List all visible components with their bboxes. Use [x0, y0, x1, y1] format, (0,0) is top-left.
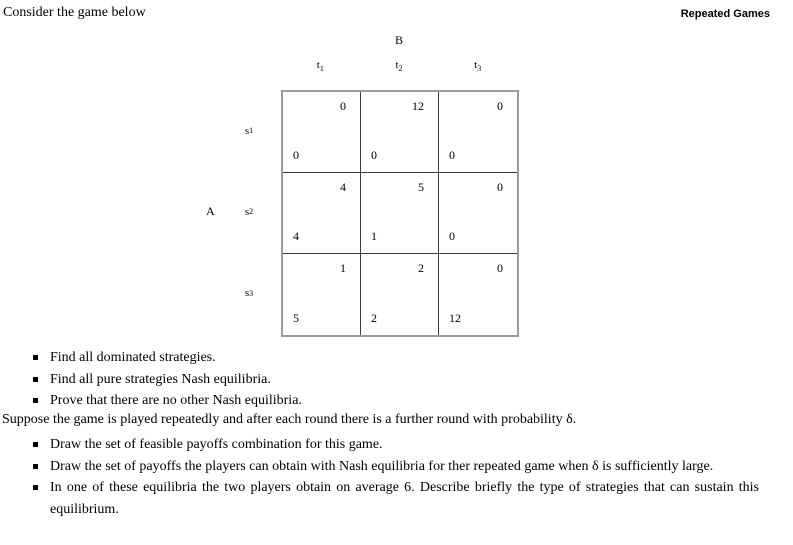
task-text: Find all pure strategies Nash equilibria.: [50, 371, 271, 387]
row-label-s3: [234, 253, 264, 334]
corner-label: Repeated Games: [680, 8, 770, 20]
column-labels: [281, 59, 517, 73]
col-label-t3: [438, 59, 517, 73]
col-label-sub: 2: [398, 64, 403, 74]
bullet-icon: [33, 355, 38, 360]
task-text: Draw the set of feasible payoffs combination for this game.: [50, 437, 383, 452]
task-item: [0, 347, 793, 369]
col-label-base: t: [395, 59, 399, 71]
payoff-cell-s1-t3: [439, 92, 517, 173]
row-label-base: s: [244, 287, 250, 300]
payoff-cell-s2-t3: [439, 173, 517, 254]
task-text: Draw the set of payoffs the players can obtain with Nash equilibria for ther repeated game when δ is sufficiently large.: [50, 458, 714, 474]
row-label-base: s: [244, 124, 250, 137]
payoff-cell-s1-t2: [361, 92, 439, 173]
bullet-icon: [33, 464, 38, 469]
task-item: [0, 390, 793, 412]
payoff-cell-s3-t1: [283, 254, 361, 335]
task-item: [0, 369, 793, 391]
bullet-icon: [33, 442, 38, 447]
payoff-a: 2: [371, 311, 377, 325]
col-label-t2: [360, 59, 439, 73]
col-player-label: B: [394, 33, 403, 47]
payoff-b: 0: [497, 180, 503, 194]
payoff-b: 5: [418, 180, 424, 194]
bullet-icon: [33, 377, 38, 382]
task-item: [0, 434, 793, 456]
payoff-a: 0: [293, 148, 299, 162]
repeated-game-intro: Suppose the game is played repeatedly and after each round there is a further round with probability δ.: [2, 412, 577, 427]
row-labels: [234, 90, 264, 334]
payoff-matrix: [281, 90, 519, 337]
payoff-b: 0: [497, 261, 503, 275]
intro-text: Consider the game below: [3, 5, 146, 20]
col-label-sub: 3: [477, 64, 482, 74]
col-label-t1: [281, 59, 360, 73]
payoff-cell-s1-t1: [283, 92, 361, 173]
task-text: In one of these equilibria the two players obtain on average 6. Describe briefly the type of strategies that can sustain this equilibrium.: [50, 480, 759, 517]
task-item: [0, 477, 793, 520]
payoff-a: 0: [449, 229, 455, 243]
task-text: Prove that there are no other Nash equilibria.: [50, 393, 302, 408]
payoff-b: 0: [340, 99, 346, 113]
col-label-base: t: [474, 59, 478, 71]
payoff-b: 0: [497, 99, 503, 113]
payoff-b: 2: [418, 261, 424, 275]
payoff-a: 12: [449, 311, 461, 325]
payoff-cell-s3-t3: [439, 254, 517, 335]
row-player-label: A: [206, 204, 215, 218]
col-label-sub: 1: [319, 64, 324, 74]
task-text: Find all dominated strategies.: [50, 350, 216, 365]
payoff-a: 4: [293, 229, 299, 243]
task-item: [0, 456, 793, 478]
row-label-sub: 1: [249, 126, 254, 136]
payoff-a: 5: [293, 311, 299, 325]
payoff-a: 1: [371, 229, 377, 243]
row-label-s1: [234, 90, 264, 171]
task-list-static-game: [0, 347, 793, 412]
row-label-sub: 3: [249, 288, 254, 298]
payoff-b: 12: [412, 99, 424, 113]
bullet-icon: [33, 398, 38, 403]
payoff-a: 0: [371, 148, 377, 162]
row-label-sub: 2: [249, 207, 254, 217]
bullet-icon: [33, 485, 38, 490]
row-label-s2: [234, 171, 264, 252]
row-label-base: s: [244, 205, 250, 218]
payoff-b: 1: [340, 261, 346, 275]
payoff-b: 4: [340, 180, 346, 194]
payoff-cell-s3-t2: [361, 254, 439, 335]
payoff-cell-s2-t2: [361, 173, 439, 254]
task-list-repeated-game: [0, 434, 793, 520]
payoff-cell-s2-t1: [283, 173, 361, 254]
payoff-a: 0: [449, 148, 455, 162]
col-label-base: t: [316, 59, 320, 71]
